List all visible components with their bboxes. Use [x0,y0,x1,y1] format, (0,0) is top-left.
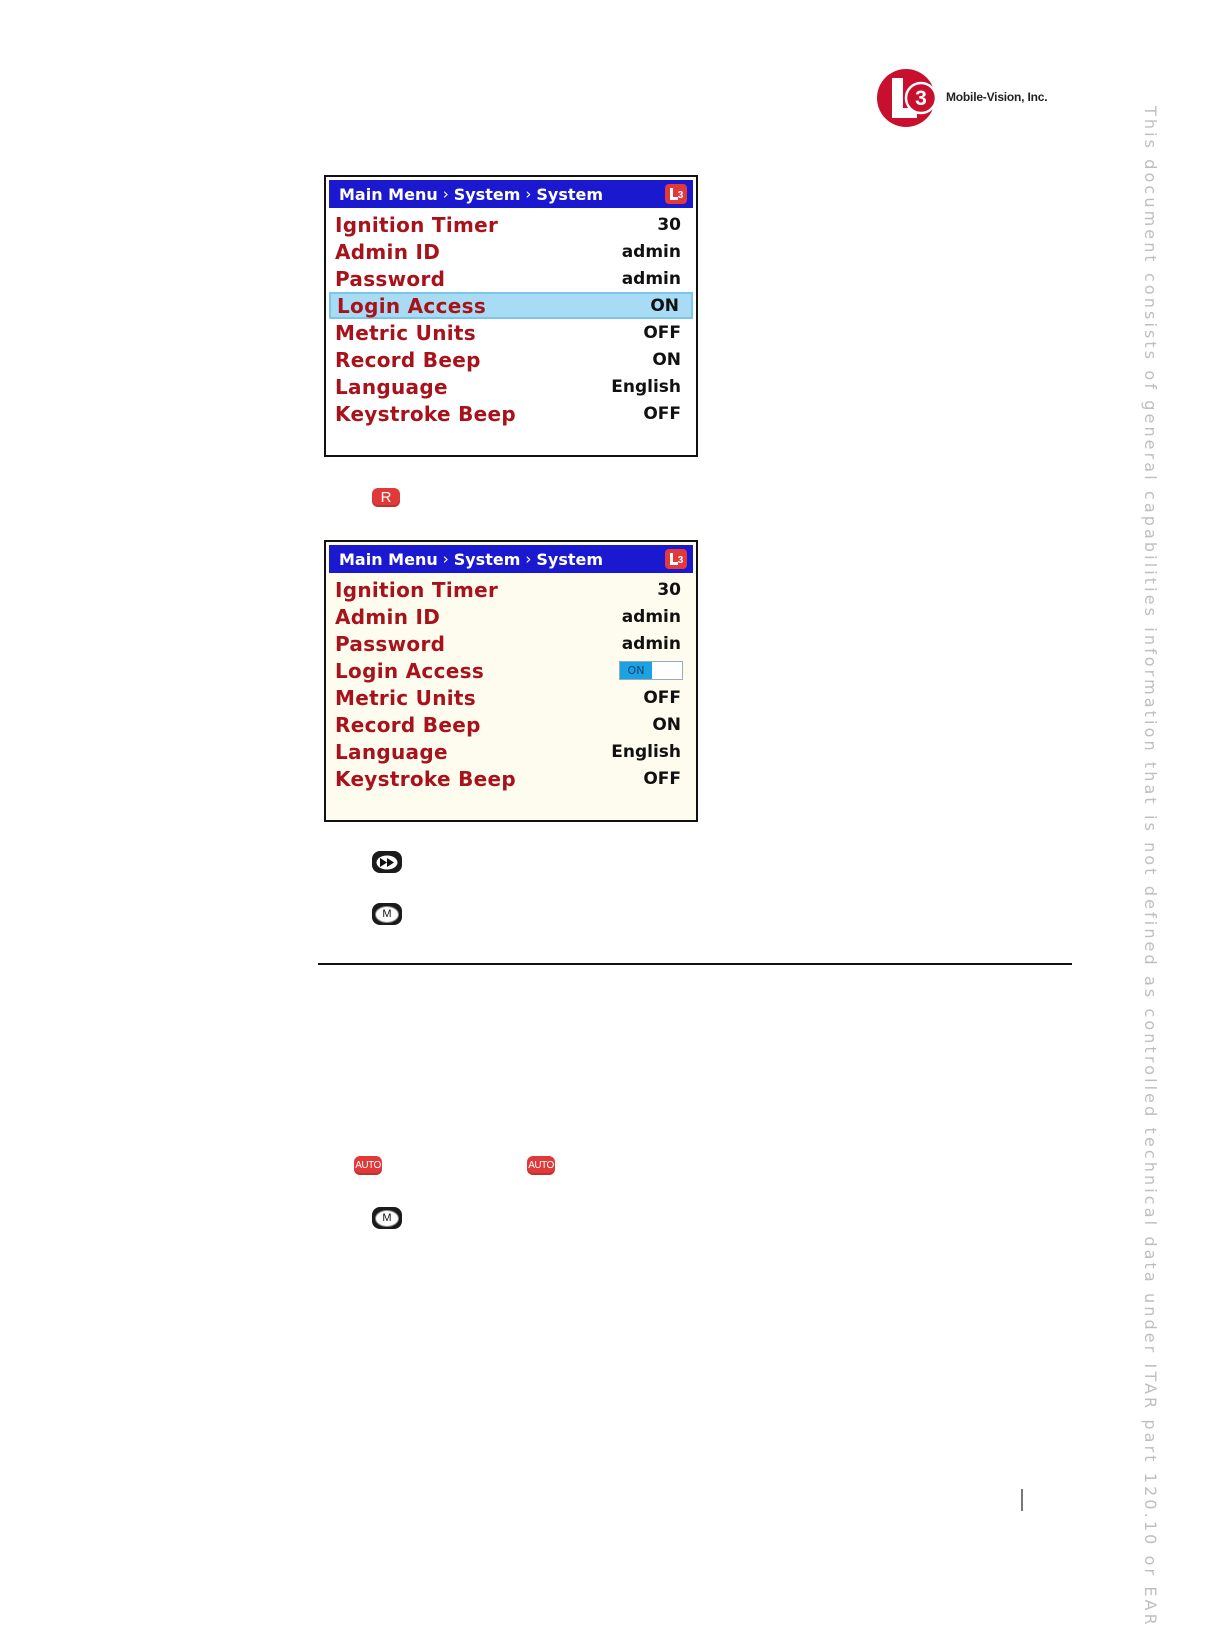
setting-value: OFF [643,403,681,424]
setting-value: admin [621,606,681,627]
record-button-icon: R [372,488,400,507]
setting-row-password[interactable] [329,265,693,292]
setting-row-login-access-selected[interactable] [329,292,693,319]
setting-label: Ignition Timer [335,577,499,602]
auto-button-icon: AUTO [527,1156,555,1175]
setting-label: Admin ID [335,239,441,264]
breadcrumb-system-current: System [536,184,604,204]
dvr-screen-toggle [324,540,698,822]
setting-value: ON [652,714,681,735]
setting-row-admin-id[interactable] [329,603,693,630]
toggle-on-state: ON [620,662,652,679]
setting-value: ON [652,349,681,370]
chevron-right-icon: › [442,185,449,203]
setting-row-keystroke-beep[interactable] [329,400,693,427]
auto-button-icon: AUTO [354,1156,382,1175]
breadcrumb-system-current: System [536,549,604,569]
login-access-toggle[interactable] [619,661,683,680]
menu-button-icon [372,1207,402,1229]
setting-value: admin [621,241,681,262]
chevron-right-icon: › [525,185,532,203]
setting-label: Language [335,374,448,399]
setting-row-admin-id[interactable] [329,238,693,265]
setting-label: Login Access [335,658,485,683]
setting-label: Admin ID [335,604,441,629]
setting-row-language[interactable] [329,373,693,400]
chevron-right-icon: › [525,550,532,568]
setting-label: Keystroke Beep [335,766,516,791]
setting-value: English [611,741,681,762]
l3-mini-logo-icon [665,549,687,569]
setting-label: Password [335,266,446,291]
setting-row-record-beep[interactable] [329,711,693,738]
svg-text:3: 3 [915,87,927,110]
svg-text:3: 3 [677,555,684,566]
menu-button-icon [372,903,402,925]
setting-row-password[interactable] [329,630,693,657]
setting-value: ON [650,295,679,316]
setting-label: Language [335,739,448,764]
setting-value: English [611,376,681,397]
setting-row-keystroke-beep[interactable] [329,765,693,792]
screen-header [329,545,693,573]
setting-row-metric-units[interactable] [329,684,693,711]
breadcrumb-main-menu: Main Menu [339,184,438,204]
breadcrumb-main-menu: Main Menu [339,549,438,569]
setting-value: admin [621,633,681,654]
setting-value: 30 [657,214,681,235]
footer-separator [1021,1489,1023,1511]
setting-label: Keystroke Beep [335,401,516,426]
menu-button-label: M [375,906,399,923]
fast-forward-icon [376,855,398,870]
l3-logo-icon [876,68,940,128]
setting-label: Ignition Timer [335,212,499,237]
setting-row-ignition-timer[interactable] [329,576,693,603]
svg-text:3: 3 [677,190,684,201]
fast-forward-button-icon [372,851,402,873]
breadcrumb-system: System [453,184,521,204]
section-divider [318,963,1072,965]
setting-label: Metric Units [335,685,476,710]
setting-value: OFF [643,768,681,789]
screen-header [329,180,693,208]
chevron-right-icon: › [442,550,449,568]
setting-label: Record Beep [335,712,481,737]
settings-list [329,211,693,427]
l3-mini-logo-icon [665,184,687,204]
setting-row-ignition-timer[interactable] [329,211,693,238]
setting-label: Metric Units [335,320,476,345]
itar-watermark: This document consists of general capabilities information that is not defined as controlled technical data under ITAR part 120.10 or EAR [1141,106,1160,1628]
dvr-screen-highlighted [324,175,698,457]
setting-row-metric-units[interactable] [329,319,693,346]
setting-value: OFF [643,322,681,343]
setting-row-login-access[interactable] [329,657,693,684]
breadcrumb-system: System [453,549,521,569]
company-logo [876,68,1076,130]
setting-value: OFF [643,687,681,708]
setting-value: admin [621,268,681,289]
setting-row-language[interactable] [329,738,693,765]
setting-value: 30 [657,579,681,600]
company-name: Mobile-Vision, Inc. [946,90,1048,104]
setting-label: Password [335,631,446,656]
setting-label: Record Beep [335,347,481,372]
setting-label: Login Access [337,293,487,318]
setting-row-record-beep[interactable] [329,346,693,373]
settings-list [329,576,693,792]
menu-button-label: M [375,1210,399,1227]
